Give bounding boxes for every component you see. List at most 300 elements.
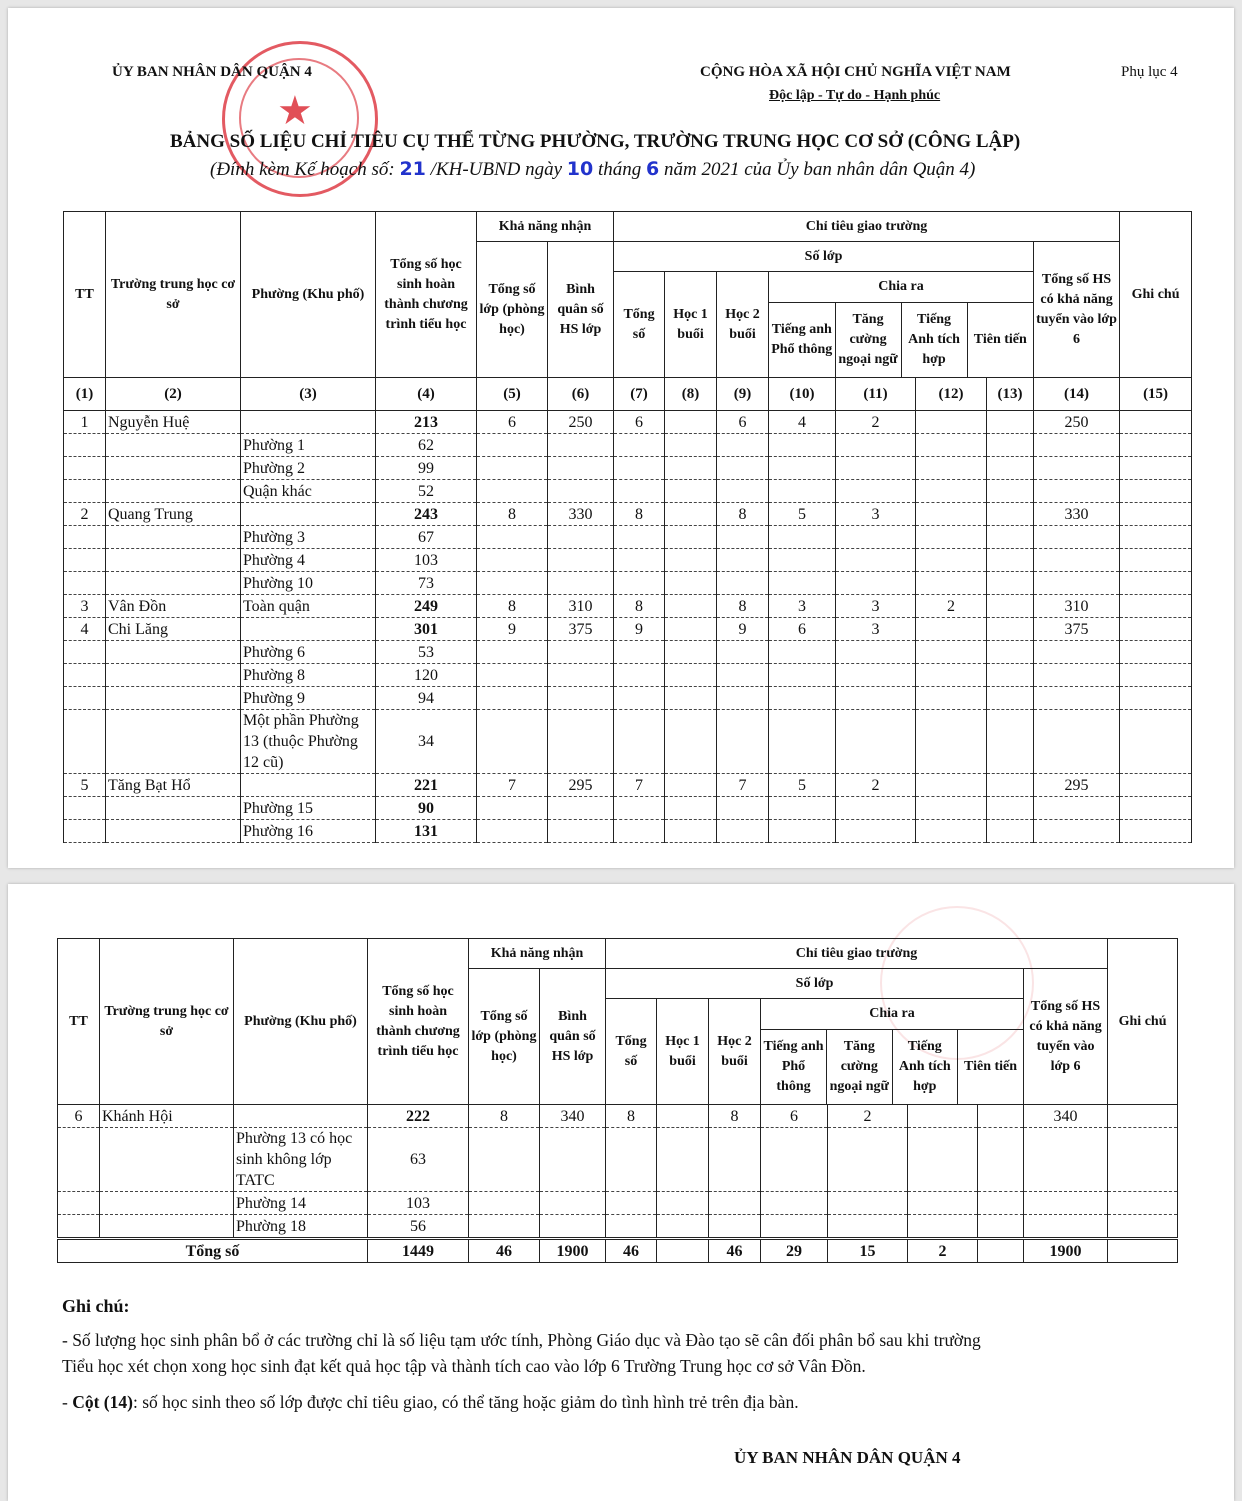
table-cell bbox=[1120, 595, 1192, 618]
col-class-count: Số lớp bbox=[606, 969, 1024, 999]
table-cell bbox=[548, 572, 614, 595]
table-cell bbox=[657, 1215, 709, 1239]
table-cell bbox=[614, 664, 665, 687]
agency-name: ỦY BAN NHÂN DÂN QUẬN 4 bbox=[112, 64, 312, 80]
table-cell: 310 bbox=[548, 595, 614, 618]
table-cell bbox=[836, 572, 916, 595]
table-cell bbox=[477, 820, 548, 843]
table-row bbox=[64, 457, 1192, 480]
col-english: Tiếng anh Phổ thông bbox=[761, 1029, 827, 1104]
table-cell bbox=[836, 820, 916, 843]
table-cell: 99 bbox=[376, 457, 477, 480]
table-cell: 4 bbox=[769, 411, 836, 434]
table-cell: Quận khác bbox=[241, 480, 376, 503]
col-school: Trường trung học cơ sở bbox=[106, 212, 241, 378]
table-cell bbox=[614, 526, 665, 549]
table-cell bbox=[709, 1192, 761, 1215]
table-cell bbox=[614, 641, 665, 664]
table-cell bbox=[1120, 549, 1192, 572]
column-number-cell: (4) bbox=[376, 378, 477, 411]
table-cell bbox=[908, 1128, 978, 1192]
table-cell: 301 bbox=[376, 618, 477, 641]
table-row bbox=[64, 710, 1192, 774]
table-cell bbox=[987, 434, 1034, 457]
table-cell bbox=[665, 411, 717, 434]
table-cell bbox=[665, 710, 717, 774]
col-avg: Bình quân số HS lớp bbox=[540, 969, 606, 1105]
table-cell bbox=[769, 710, 836, 774]
column-number-cell: (11) bbox=[836, 378, 916, 411]
table-cell: 62 bbox=[376, 434, 477, 457]
table-cell bbox=[1034, 549, 1120, 572]
table-cell: 6 bbox=[58, 1105, 100, 1128]
table-cell bbox=[606, 1215, 657, 1239]
table-cell bbox=[665, 687, 717, 710]
column-number-cell: (1) bbox=[64, 378, 106, 411]
table-cell bbox=[469, 1192, 540, 1215]
table-cell: 3 bbox=[836, 503, 916, 526]
table-cell: 4 bbox=[64, 618, 106, 641]
col-avg: Bình quân số HS lớp bbox=[548, 242, 614, 378]
table-cell bbox=[916, 820, 987, 843]
republic-name: CỘNG HÒA XÃ HỘI CHỦ NGHĨA VIỆT NAM bbox=[700, 64, 1011, 80]
table-cell: Phường 8 bbox=[241, 664, 376, 687]
table-cell bbox=[64, 549, 106, 572]
table-cell bbox=[1120, 774, 1192, 797]
table-cell: Chi Lăng bbox=[106, 618, 241, 641]
table-cell bbox=[1120, 434, 1192, 457]
table-cell bbox=[916, 687, 987, 710]
table-cell bbox=[614, 797, 665, 820]
total-cell: 1900 bbox=[1024, 1239, 1108, 1263]
table-cell: 3 bbox=[769, 595, 836, 618]
col-total-classes: Tổng số lớp (phòng học) bbox=[469, 969, 540, 1105]
table-cell bbox=[241, 503, 376, 526]
table-cell: 34 bbox=[376, 710, 477, 774]
table-cell bbox=[64, 641, 106, 664]
table-cell: Phường 16 bbox=[241, 820, 376, 843]
table-cell bbox=[916, 774, 987, 797]
table-cell bbox=[1034, 480, 1120, 503]
document-page-2 bbox=[8, 884, 1234, 1501]
table-cell bbox=[106, 687, 241, 710]
col-class-count: Số lớp bbox=[614, 242, 1034, 272]
table-cell bbox=[978, 1192, 1024, 1215]
table-cell bbox=[916, 503, 987, 526]
table-cell bbox=[1024, 1215, 1108, 1239]
signature-block: ỦY BAN NHÂN DÂN QUẬN 4 bbox=[734, 1448, 961, 1467]
table-cell bbox=[717, 687, 769, 710]
column-number-cell: (2) bbox=[106, 378, 241, 411]
table-cell bbox=[987, 503, 1034, 526]
table-cell: 8 bbox=[477, 595, 548, 618]
table-cell bbox=[916, 434, 987, 457]
total-cell: 46 bbox=[709, 1239, 761, 1263]
column-number-row bbox=[64, 378, 1192, 411]
table-cell: Vân Đồn bbox=[106, 595, 241, 618]
table-cell bbox=[100, 1192, 234, 1215]
table-cell bbox=[916, 457, 987, 480]
table-cell bbox=[1120, 687, 1192, 710]
table-cell bbox=[106, 526, 241, 549]
table-cell: 8 bbox=[477, 503, 548, 526]
table-cell: 5 bbox=[64, 774, 106, 797]
table-row bbox=[64, 480, 1192, 503]
table-cell bbox=[1120, 641, 1192, 664]
total-cell: 1900 bbox=[540, 1239, 606, 1263]
table-cell: 7 bbox=[614, 774, 665, 797]
table-cell bbox=[657, 1105, 709, 1128]
col-total-students: Tổng số học sinh hoàn thành chương trình tiểu học bbox=[376, 212, 477, 378]
col-ward: Phường (Khu phố) bbox=[234, 939, 368, 1105]
table-cell bbox=[987, 549, 1034, 572]
table-cell: 6 bbox=[477, 411, 548, 434]
note-line-2: Tiểu học xét chọn xong học sinh đạt kết quả học tập và thành tích cao vào lớp 6 Trường Trung học cơ sở Vân Đồn. bbox=[62, 1356, 866, 1376]
table-cell bbox=[836, 641, 916, 664]
table-cell: 340 bbox=[540, 1105, 606, 1128]
table-cell: 330 bbox=[1034, 503, 1120, 526]
col-tong-so: Tổng số bbox=[606, 999, 657, 1105]
table-cell: 9 bbox=[717, 618, 769, 641]
table-cell bbox=[717, 457, 769, 480]
table-cell bbox=[836, 687, 916, 710]
table-cell bbox=[761, 1192, 828, 1215]
handwritten-plan-number: 21 bbox=[399, 158, 426, 180]
table-cell bbox=[1120, 664, 1192, 687]
column-number-cell: (9) bbox=[717, 378, 769, 411]
total-cell: 29 bbox=[761, 1239, 828, 1263]
table-cell bbox=[614, 549, 665, 572]
col-notes: Ghi chú bbox=[1120, 212, 1192, 378]
table-1-header bbox=[64, 212, 1192, 411]
table-row bbox=[58, 1215, 1178, 1239]
table-cell: 67 bbox=[376, 526, 477, 549]
table-row bbox=[64, 549, 1192, 572]
table-cell bbox=[657, 1128, 709, 1192]
col-quota: Chỉ tiêu giao trường bbox=[614, 212, 1120, 242]
table-cell bbox=[987, 664, 1034, 687]
table-cell bbox=[64, 457, 106, 480]
table-cell bbox=[1108, 1215, 1178, 1239]
table-cell: 7 bbox=[477, 774, 548, 797]
table-cell: Phường 14 bbox=[234, 1192, 368, 1215]
col-breakdown-group bbox=[761, 999, 1024, 1105]
col-capacity: Khả năng nhận bbox=[477, 212, 614, 242]
table-row bbox=[64, 774, 1192, 797]
table-cell bbox=[58, 1192, 100, 1215]
table-cell bbox=[614, 687, 665, 710]
col-advanced: Tiên tiến bbox=[964, 1058, 1018, 1074]
table-cell bbox=[987, 710, 1034, 774]
breakdown-subheader bbox=[769, 272, 1033, 377]
table-cell: Phường 9 bbox=[241, 687, 376, 710]
notes-heading: Ghi chú: bbox=[62, 1296, 130, 1316]
total-cell bbox=[978, 1239, 1024, 1263]
table-cell bbox=[836, 526, 916, 549]
table-cell bbox=[614, 710, 665, 774]
table-cell: 8 bbox=[614, 503, 665, 526]
table-row bbox=[64, 820, 1192, 843]
table-cell bbox=[548, 820, 614, 843]
table-cell bbox=[987, 480, 1034, 503]
table-cell: Khánh Hội bbox=[100, 1105, 234, 1128]
table-cell bbox=[836, 434, 916, 457]
table-cell bbox=[1120, 572, 1192, 595]
table-cell: 340 bbox=[1024, 1105, 1108, 1128]
table-cell: Phường 3 bbox=[241, 526, 376, 549]
table-cell bbox=[477, 710, 548, 774]
table-cell bbox=[769, 641, 836, 664]
table-cell: 295 bbox=[548, 774, 614, 797]
table-cell bbox=[614, 820, 665, 843]
table-cell bbox=[1108, 1192, 1178, 1215]
table-cell bbox=[717, 641, 769, 664]
note-line-3: - Cột (14): số học sinh theo số lớp được chỉ tiêu giao, có thể tăng hoặc giảm do tình hình trẻ trên địa bàn. bbox=[62, 1392, 799, 1412]
table-cell bbox=[241, 618, 376, 641]
table-cell bbox=[614, 480, 665, 503]
table-cell: 310 bbox=[1034, 595, 1120, 618]
table-cell bbox=[665, 526, 717, 549]
table-cell bbox=[769, 457, 836, 480]
col-integrated: Tiếng Anh tích hợp bbox=[901, 302, 967, 377]
table-cell bbox=[606, 1128, 657, 1192]
table-cell bbox=[234, 1105, 368, 1128]
note-line-1: - Số lượng học sinh phân bổ ở các trường chỉ là số liệu tạm ước tính, Phòng Giáo dục và Đào tạo sẽ cân đối phân bổ sau khi trường bbox=[62, 1330, 981, 1350]
table-cell: 9 bbox=[477, 618, 548, 641]
table-cell: 3 bbox=[64, 595, 106, 618]
table-cell bbox=[64, 820, 106, 843]
table-cell: 8 bbox=[709, 1105, 761, 1128]
total-cell: 1449 bbox=[368, 1239, 469, 1263]
table-cell bbox=[828, 1128, 908, 1192]
table-cell bbox=[709, 1128, 761, 1192]
table-cell bbox=[548, 457, 614, 480]
table-cell: 7 bbox=[717, 774, 769, 797]
table-cell bbox=[606, 1192, 657, 1215]
table-cell bbox=[665, 480, 717, 503]
table-cell bbox=[540, 1215, 606, 1239]
breakdown-subheader bbox=[761, 999, 1023, 1104]
table-cell bbox=[717, 480, 769, 503]
total-cell: 15 bbox=[828, 1239, 908, 1263]
table-cell bbox=[916, 411, 987, 434]
table-cell: 53 bbox=[376, 641, 477, 664]
table-cell bbox=[665, 457, 717, 480]
column-number-cell: (6) bbox=[548, 378, 614, 411]
table-cell bbox=[1034, 687, 1120, 710]
table-cell bbox=[908, 1105, 978, 1128]
table-cell bbox=[916, 641, 987, 664]
table-cell bbox=[1120, 618, 1192, 641]
table-cell bbox=[987, 526, 1034, 549]
table-row bbox=[64, 434, 1192, 457]
table-cell bbox=[1108, 1105, 1178, 1128]
table-cell: Một phần Phường 13 (thuộc Phường 12 cũ) bbox=[241, 710, 376, 774]
table-cell bbox=[665, 774, 717, 797]
table-cell bbox=[614, 457, 665, 480]
table-cell bbox=[1034, 820, 1120, 843]
table-cell bbox=[916, 618, 987, 641]
table-cell bbox=[717, 434, 769, 457]
table-cell: Phường 15 bbox=[241, 797, 376, 820]
table-cell: Phường 2 bbox=[241, 457, 376, 480]
table-cell bbox=[987, 687, 1034, 710]
table-cell bbox=[1120, 710, 1192, 774]
col-capacity: Khả năng nhận bbox=[469, 939, 606, 969]
table-cell bbox=[828, 1215, 908, 1239]
table-cell bbox=[769, 480, 836, 503]
table-cell bbox=[978, 1215, 1024, 1239]
table-cell bbox=[1120, 457, 1192, 480]
table-cell bbox=[916, 526, 987, 549]
handwritten-month: 6 bbox=[646, 158, 660, 180]
table-cell: 52 bbox=[376, 480, 477, 503]
table-cell: Nguyễn Huệ bbox=[106, 411, 241, 434]
table-cell bbox=[58, 1128, 100, 1192]
table-cell bbox=[836, 797, 916, 820]
column-number-cell: (13) bbox=[987, 378, 1034, 411]
table-cell: 8 bbox=[717, 595, 769, 618]
table-cell: 5 bbox=[769, 503, 836, 526]
table-cell bbox=[1034, 641, 1120, 664]
table-cell bbox=[1024, 1192, 1108, 1215]
table-cell bbox=[836, 480, 916, 503]
official-red-seal: ★ bbox=[222, 41, 378, 197]
column-number-cell: (3) bbox=[241, 378, 376, 411]
table-cell bbox=[978, 1128, 1024, 1192]
col-hs-capacity: Tổng số HS có khả năng tuyển vào lớp 6 bbox=[1034, 242, 1120, 378]
table-cell bbox=[548, 641, 614, 664]
table-cell: Phường 6 bbox=[241, 641, 376, 664]
total-cell: 46 bbox=[469, 1239, 540, 1263]
table-cell bbox=[665, 641, 717, 664]
table-cell bbox=[106, 641, 241, 664]
table-row bbox=[58, 1128, 1178, 1192]
table-cell: 243 bbox=[376, 503, 477, 526]
table-cell bbox=[769, 820, 836, 843]
table-cell: 222 bbox=[368, 1105, 469, 1128]
table-cell bbox=[717, 549, 769, 572]
col-breakdown: Chia ra bbox=[761, 999, 1023, 1029]
table-cell bbox=[477, 434, 548, 457]
table-cell: 221 bbox=[376, 774, 477, 797]
table-cell: 63 bbox=[368, 1128, 469, 1192]
total-row bbox=[58, 1239, 1178, 1263]
table-cell bbox=[1024, 1128, 1108, 1192]
table-cell bbox=[908, 1192, 978, 1215]
table-cell bbox=[64, 434, 106, 457]
table-cell: Phường 10 bbox=[241, 572, 376, 595]
table-row bbox=[64, 618, 1192, 641]
table-cell bbox=[717, 572, 769, 595]
table-cell: 6 bbox=[717, 411, 769, 434]
table-cell bbox=[58, 1215, 100, 1239]
table-cell: 213 bbox=[376, 411, 477, 434]
table-cell: 8 bbox=[717, 503, 769, 526]
table-cell bbox=[1034, 710, 1120, 774]
col-school: Trường trung học cơ sở bbox=[100, 939, 234, 1105]
table-cell bbox=[548, 480, 614, 503]
table-cell: 249 bbox=[376, 595, 477, 618]
col-advanced: Tiên tiến bbox=[973, 331, 1027, 347]
table-cell bbox=[987, 572, 1034, 595]
table-cell: 6 bbox=[761, 1105, 828, 1128]
table-row bbox=[64, 572, 1192, 595]
table-cell bbox=[477, 797, 548, 820]
table-cell bbox=[709, 1215, 761, 1239]
column-number-cell: (14) bbox=[1034, 378, 1120, 411]
table-cell bbox=[1034, 526, 1120, 549]
table-cell bbox=[540, 1192, 606, 1215]
table-cell bbox=[769, 797, 836, 820]
total-cell bbox=[657, 1239, 709, 1263]
table-1-body bbox=[64, 411, 1192, 843]
col-quota: Chỉ tiêu giao trường bbox=[606, 939, 1108, 969]
col-hs-capacity: Tổng số HS có khả năng tuyển vào lớp 6 bbox=[1024, 969, 1108, 1105]
table-cell bbox=[916, 710, 987, 774]
table-cell bbox=[1120, 797, 1192, 820]
table-cell bbox=[978, 1105, 1024, 1128]
total-label: Tổng số bbox=[58, 1239, 368, 1263]
column-number-cell: (8) bbox=[665, 378, 717, 411]
column-number-cell: (15) bbox=[1120, 378, 1192, 411]
col-one-session: Học 1 buổi bbox=[657, 999, 709, 1105]
table-2-body bbox=[58, 1105, 1178, 1263]
total-cell: 2 bbox=[908, 1239, 978, 1263]
table-cell: Phường 18 bbox=[234, 1215, 368, 1239]
table-cell bbox=[987, 641, 1034, 664]
table-cell bbox=[769, 549, 836, 572]
table-cell bbox=[836, 549, 916, 572]
table-cell: 2 bbox=[836, 411, 916, 434]
table-cell bbox=[477, 572, 548, 595]
table-cell: Toàn quận bbox=[241, 595, 376, 618]
table-cell bbox=[477, 641, 548, 664]
table-cell: Phường 4 bbox=[241, 549, 376, 572]
table-cell bbox=[717, 820, 769, 843]
table-cell bbox=[106, 480, 241, 503]
table-cell bbox=[769, 572, 836, 595]
table-cell bbox=[241, 411, 376, 434]
table-cell bbox=[908, 1215, 978, 1239]
table-cell bbox=[717, 526, 769, 549]
table-cell bbox=[64, 710, 106, 774]
table-cell bbox=[987, 618, 1034, 641]
table-cell bbox=[477, 549, 548, 572]
table-cell bbox=[64, 687, 106, 710]
col-ward: Phường (Khu phố) bbox=[241, 212, 376, 378]
table-cell bbox=[477, 526, 548, 549]
table-cell bbox=[987, 774, 1034, 797]
table-cell: 375 bbox=[1034, 618, 1120, 641]
table-cell: 1 bbox=[64, 411, 106, 434]
table-cell: Quang Trung bbox=[106, 503, 241, 526]
table-cell bbox=[548, 549, 614, 572]
table-cell bbox=[1120, 411, 1192, 434]
table-cell: 6 bbox=[614, 411, 665, 434]
table-cell bbox=[916, 797, 987, 820]
column-number-cell: (10) bbox=[769, 378, 836, 411]
table-cell: 5 bbox=[769, 774, 836, 797]
table-cell bbox=[665, 618, 717, 641]
table-row bbox=[64, 526, 1192, 549]
table-cell bbox=[836, 457, 916, 480]
table-cell bbox=[106, 572, 241, 595]
table-cell bbox=[717, 664, 769, 687]
table-cell: 375 bbox=[548, 618, 614, 641]
table-cell: 250 bbox=[548, 411, 614, 434]
col-enhanced: Tăng cường ngoại ngữ bbox=[827, 1029, 893, 1104]
